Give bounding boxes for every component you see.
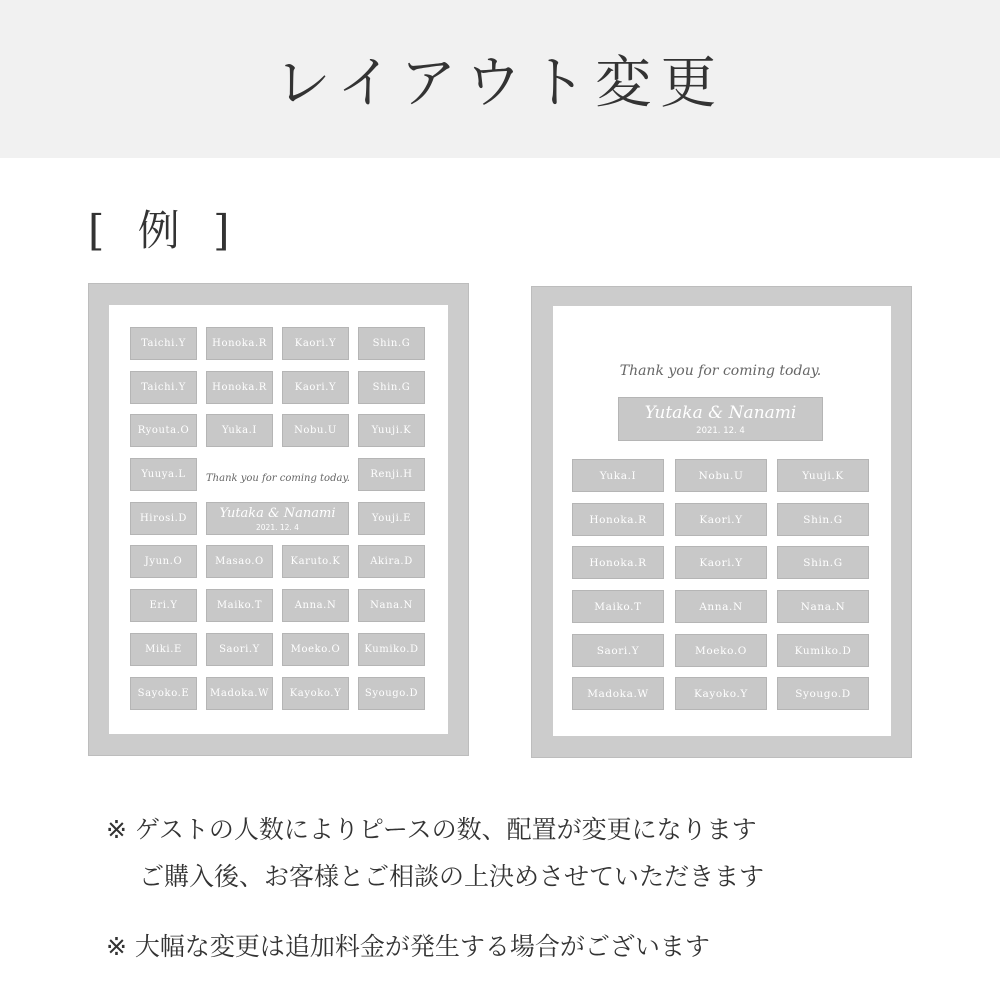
- name-piece: Shin.G: [358, 371, 425, 404]
- couple-name-plate: [618, 397, 823, 441]
- name-piece: Eri.Y: [130, 589, 197, 622]
- name-piece: Karuto.K: [282, 545, 349, 578]
- name-piece: Maiko.T: [206, 589, 273, 622]
- name-piece: Shin.G: [777, 503, 869, 536]
- name-piece: Moeko.O: [675, 634, 767, 667]
- name-piece: Kaori.Y: [675, 546, 767, 579]
- name-piece: Saori.Y: [206, 633, 273, 666]
- name-piece: Honoka.R: [206, 327, 273, 360]
- note-line: ※ ゲストの人数によりピースの数、配置が変更になります: [106, 815, 757, 844]
- name-piece: Honoka.R: [572, 503, 664, 536]
- name-piece: Yuka.I: [206, 414, 273, 447]
- couple-names: Yutaka & Nanami: [644, 403, 797, 423]
- wedding-date: 2021. 12. 4: [256, 523, 299, 532]
- name-piece: Taichi.Y: [130, 371, 197, 404]
- wedding-date: 2021. 12. 4: [696, 426, 745, 436]
- name-piece: Yuuji.K: [777, 459, 869, 492]
- thank-you-message: Thank you for coming today.: [206, 473, 350, 484]
- name-piece: Masao.O: [206, 545, 273, 578]
- name-piece: Nana.N: [777, 590, 869, 623]
- name-piece: Madoka.W: [206, 677, 273, 710]
- name-piece: Yuuya.L: [130, 458, 197, 491]
- name-piece: Saori.Y: [572, 634, 664, 667]
- page-title: レイアウト変更: [274, 51, 726, 116]
- name-piece: Yuuji.K: [358, 414, 425, 447]
- name-piece: Nobu.U: [282, 414, 349, 447]
- name-piece: Honoka.R: [206, 371, 273, 404]
- example-label: [ 例 ]: [88, 206, 240, 255]
- header-banner: [0, 0, 1000, 158]
- name-piece: Sayoko.E: [130, 677, 197, 710]
- name-piece: Renji.H: [358, 458, 425, 491]
- name-piece: Moeko.O: [282, 633, 349, 666]
- name-piece: Honoka.R: [572, 546, 664, 579]
- name-piece: Yuka.I: [572, 459, 664, 492]
- name-piece: Kumiko.D: [358, 633, 425, 666]
- name-piece: Madoka.W: [572, 677, 664, 710]
- thank-you-message: Thank you for coming today.: [619, 363, 822, 379]
- name-piece: Ryouta.O: [130, 414, 197, 447]
- name-piece: Kumiko.D: [777, 634, 869, 667]
- layout-example-2: [531, 286, 912, 758]
- name-piece: Jyun.O: [130, 545, 197, 578]
- note-line: ご購入後、お客様とご相談の上決めさせていただきます: [106, 862, 764, 891]
- name-piece: Kaori.Y: [675, 503, 767, 536]
- name-piece: Syougo.D: [358, 677, 425, 710]
- name-piece: Kaori.Y: [282, 371, 349, 404]
- name-piece: Shin.G: [777, 546, 869, 579]
- layout-example-1: [88, 283, 469, 756]
- name-piece: Miki.E: [130, 633, 197, 666]
- name-piece: Hirosi.D: [130, 502, 197, 535]
- name-piece: Anna.N: [282, 589, 349, 622]
- note-line: ※ 大幅な変更は追加料金が発生する場合がございます: [106, 932, 710, 961]
- name-piece: Akira.D: [358, 545, 425, 578]
- name-piece: Shin.G: [358, 327, 425, 360]
- name-piece: Nana.N: [358, 589, 425, 622]
- couple-names: Yutaka & Nanami: [219, 506, 336, 521]
- name-piece: Syougo.D: [777, 677, 869, 710]
- name-piece: Kayoko.Y: [282, 677, 349, 710]
- name-piece: Kaori.Y: [282, 327, 349, 360]
- name-piece: Taichi.Y: [130, 327, 197, 360]
- couple-name-plate: [206, 502, 349, 535]
- name-piece: Nobu.U: [675, 459, 767, 492]
- name-piece: Anna.N: [675, 590, 767, 623]
- name-piece: Maiko.T: [572, 590, 664, 623]
- name-piece: Kayoko.Y: [675, 677, 767, 710]
- name-piece: Youji.E: [358, 502, 425, 535]
